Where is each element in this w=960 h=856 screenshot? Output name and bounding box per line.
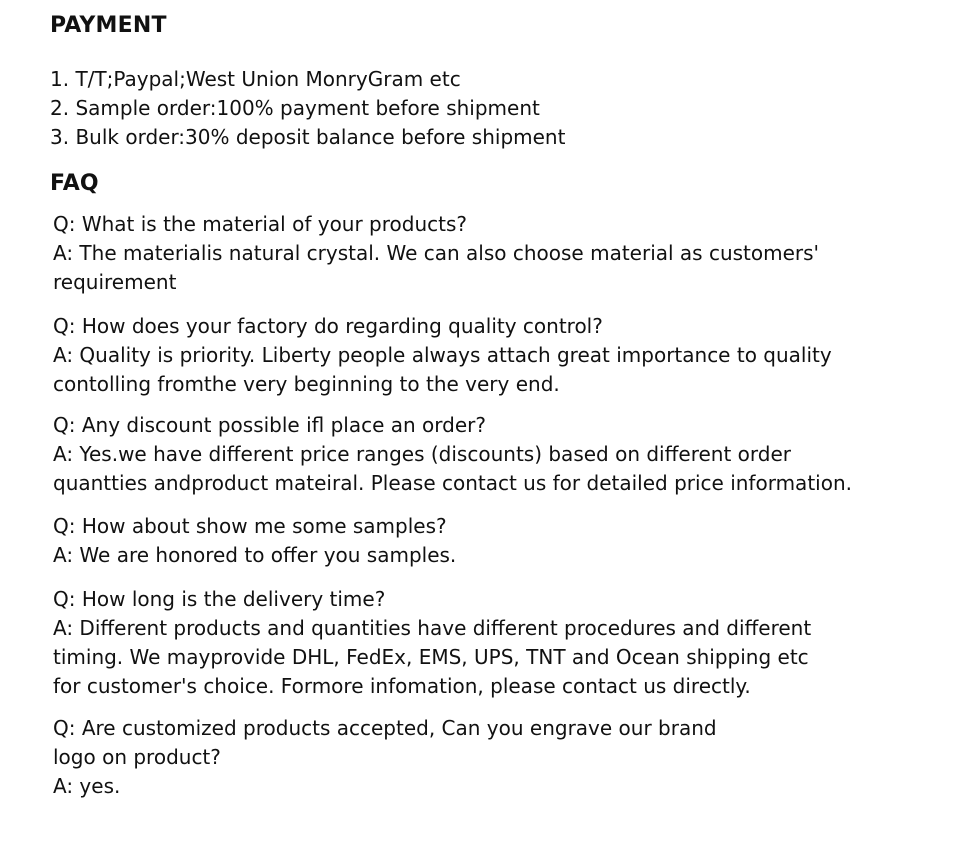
faq-question: Q: How about show me some samples? — [53, 514, 447, 538]
faq-item — [53, 512, 456, 570]
faq-answer: A: yes. — [53, 774, 121, 798]
payment-list — [50, 65, 565, 152]
faq-answer: A: Yes.we have different price ranges (discounts) based on different order — [53, 442, 791, 466]
faq-item — [53, 585, 811, 701]
faq-answer: A: Different products and quantities have different procedures and different — [53, 616, 812, 640]
faq-question-continued: logo on product? — [53, 745, 221, 769]
faq-answer-continued: for customer's choice. Formore infomation, please contact us directly. — [53, 674, 751, 698]
faq-item — [53, 714, 717, 801]
payment-heading: PAYMENT — [50, 13, 167, 38]
faq-question: Q: Any discount possible ifl place an order? — [53, 413, 486, 437]
faq-item — [53, 312, 832, 399]
payment-item: 1. T/T;Paypal;West Union MonryGram etc — [50, 67, 461, 91]
faq-answer: A: We are honored to offer you samples. — [53, 543, 457, 567]
faq-question: Q: What is the material of your products? — [53, 212, 468, 236]
faq-item — [53, 210, 819, 297]
faq-item — [53, 411, 852, 498]
faq-answer-continued: contolling fromthe very beginning to the very end. — [53, 372, 560, 396]
faq-question: Q: How does your factory do regarding quality control? — [53, 314, 603, 338]
faq-answer-continued: quantties andproduct mateiral. Please contact us for detailed price information. — [53, 471, 852, 495]
faq-answer-continued: requirement — [53, 270, 177, 294]
payment-item: 2. Sample order:100% payment before shipment — [50, 96, 540, 120]
payment-item: 3. Bulk order:30% deposit balance before shipment — [50, 125, 566, 149]
faq-question: Q: How long is the delivery time? — [53, 587, 386, 611]
faq-question: Q: Are customized products accepted, Can you engrave our brand — [53, 716, 717, 740]
faq-answer: A: The materialis natural crystal. We can also choose material as customers' — [53, 241, 820, 265]
faq-answer: A: Quality is priority. Liberty people always attach great importance to quality — [53, 343, 832, 367]
faq-heading: FAQ — [50, 171, 99, 196]
faq-answer-continued: timing. We mayprovide DHL, FedEx, EMS, UPS, TNT and Ocean shipping etc — [53, 645, 809, 669]
